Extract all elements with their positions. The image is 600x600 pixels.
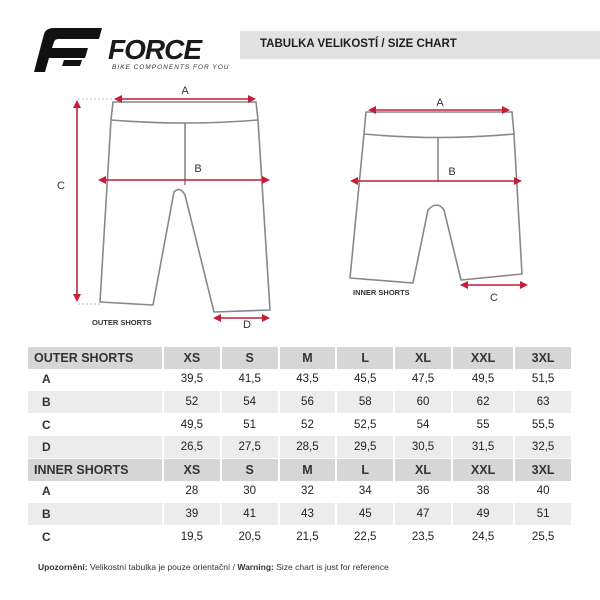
measure-value-cell: 26,5 [163,436,221,459]
table-row [28,413,571,436]
measure-value-cell: 20,5 [221,525,279,548]
measure-value-cell: 23,5 [394,525,452,548]
table-row [28,391,571,414]
measure-value-cell: 52 [279,413,337,436]
outer-shorts-caption: OUTER SHORTS [92,318,152,327]
measure-value-cell: 63 [514,391,571,414]
inner-shorts-header-row [28,458,571,480]
outer-measure-c [57,104,77,298]
measure-value-cell: 22,5 [336,525,394,548]
measure-value-cell: 36 [394,481,452,503]
inner-shorts-drawing [350,112,522,283]
table-row [28,481,571,503]
measure-value-cell: 28,5 [279,436,337,459]
outer-label-b: B [194,163,202,175]
measure-value-cell: 32 [279,481,337,503]
outer-label-c: C [57,180,65,192]
size-header-cell: XS [163,458,221,480]
inner-label-c: C [490,292,498,304]
measure-value-cell: 41,5 [221,369,279,391]
inner-shorts-caption: INNER SHORTS [353,288,410,297]
measure-value-cell: 39,5 [163,369,221,391]
inner-label-b: B [448,166,456,178]
measure-label-cell: B [28,391,163,414]
measure-value-cell: 52,5 [336,413,394,436]
size-header-cell: 3XL [514,347,571,369]
measure-value-cell: 27,5 [221,436,279,459]
brand-name: FORCE [108,34,201,65]
table-row [28,525,571,548]
footer-warning-cz: Upozornění: [38,562,88,572]
measure-value-cell: 51 [221,413,279,436]
size-table [28,347,571,548]
table-row [28,436,571,459]
footer-warning-en: Warning: [237,562,274,572]
outer-shorts-drawing [78,99,270,312]
outer-measure-b [102,163,266,180]
measure-value-cell: 49 [452,503,514,526]
measure-value-cell: 34 [336,481,394,503]
measure-label-cell: B [28,503,163,526]
measure-label-cell: C [28,413,163,436]
outer-label-d: D [243,319,251,331]
measure-label-cell: D [28,436,163,459]
measure-value-cell: 47 [394,503,452,526]
page-title: TABULKA VELIKOSTÍ / SIZE CHART [260,38,457,50]
brand-tagline: BIKE COMPONENTS FOR YOU [112,64,230,71]
size-header-cell: S [221,347,279,369]
size-header-cell: L [336,347,394,369]
inner-measure-a [372,97,506,110]
outer-measure-d [217,318,266,331]
measure-value-cell: 43,5 [279,369,337,391]
footer-note [38,562,389,572]
measure-value-cell: 49,5 [452,369,514,391]
measure-value-cell: 60 [394,391,452,414]
measure-value-cell: 54 [221,391,279,414]
size-header-cell: M [279,347,337,369]
size-header-cell: S [221,458,279,480]
inner-label-a: A [436,97,444,109]
size-header-cell: L [336,458,394,480]
measure-value-cell: 49,5 [163,413,221,436]
measure-value-cell: 41 [221,503,279,526]
measure-value-cell: 58 [336,391,394,414]
outer-shorts-section-label: OUTER SHORTS [28,347,163,369]
force-logo [26,26,230,74]
measure-value-cell: 52 [163,391,221,414]
outer-measure-a [118,85,252,99]
force-logo-mark-icon [26,26,104,74]
measure-value-cell: 45 [336,503,394,526]
measure-value-cell: 51,5 [514,369,571,391]
measure-value-cell: 21,5 [279,525,337,548]
size-header-cell: M [279,458,337,480]
measure-value-cell: 28 [163,481,221,503]
measure-value-cell: 30,5 [394,436,452,459]
measure-value-cell: 55,5 [514,413,571,436]
measure-value-cell: 43 [279,503,337,526]
size-header-cell: XS [163,347,221,369]
size-header-cell: XL [394,347,452,369]
size-header-cell: XXL [452,347,514,369]
measure-value-cell: 45,5 [336,369,394,391]
measure-value-cell: 31,5 [452,436,514,459]
measure-value-cell: 40 [514,481,571,503]
measure-value-cell: 39 [163,503,221,526]
measure-value-cell: 51 [514,503,571,526]
table-row [28,503,571,526]
measure-value-cell: 25,5 [514,525,571,548]
outer-label-a: A [181,85,189,97]
outer-shorts-header-row [28,347,571,369]
shorts-diagrams [0,80,600,340]
measure-label-cell: A [28,481,163,503]
measure-label-cell: C [28,525,163,548]
inner-measure-b [354,166,518,181]
measure-value-cell: 29,5 [336,436,394,459]
measure-value-cell: 32,5 [514,436,571,459]
measure-value-cell: 30 [221,481,279,503]
size-header-cell: XL [394,458,452,480]
inner-shorts-section-label: INNER SHORTS [28,458,163,480]
measure-value-cell: 38 [452,481,514,503]
footer-text-cz: Velikostní tabulka je pouze orientační / [87,562,238,572]
measure-value-cell: 47,5 [394,369,452,391]
footer-text-en: Size chart is just for reference [273,562,389,572]
table-row [28,369,571,391]
inner-measure-c [464,285,524,304]
measure-value-cell: 56 [279,391,337,414]
measure-value-cell: 62 [452,391,514,414]
size-header-cell: XXL [452,458,514,480]
measure-value-cell: 19,5 [163,525,221,548]
measure-value-cell: 54 [394,413,452,436]
measure-value-cell: 24,5 [452,525,514,548]
measure-label-cell: A [28,369,163,391]
measure-value-cell: 55 [452,413,514,436]
size-header-cell: 3XL [514,458,571,480]
